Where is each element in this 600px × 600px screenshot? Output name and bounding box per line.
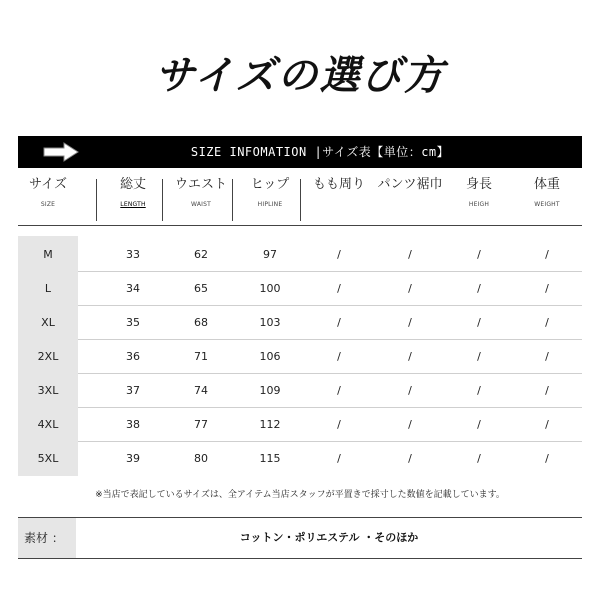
column-header-jp: 身長 [465,177,492,192]
banner-text: SIZE INFOMATION |サイズ表【単位：cm】 [190,145,450,159]
value-cell: 74 [194,384,208,397]
value-cell: 36 [126,350,140,363]
value-cell: 77 [194,418,208,431]
material-label: 素材 ： [18,518,76,558]
value-cell: / [337,248,341,261]
size-cell: L [18,272,78,306]
material-value: コットン・ポリエステル ・そのほか [239,531,419,544]
value-cell: 34 [126,282,140,295]
table-row [18,374,582,408]
value-cell: 100 [259,282,281,295]
size-cell: 2XL [18,340,78,374]
value-cell: / [545,248,549,261]
value-cell: 37 [126,384,140,397]
column-header-jp: 体重 [533,177,560,192]
value-cell: 65 [194,282,208,295]
column-header [446,177,512,223]
size-cell: XL [18,306,78,340]
value-cell: / [408,316,412,329]
value-cell: / [477,452,481,465]
column-header-en: HIPLINE [257,201,283,208]
value-cell: / [337,350,341,363]
value-cell: / [408,248,412,261]
value-cell: 71 [194,350,208,363]
measurement-note: ※当店で表記しているサイズは、全アイテム当店スタッフが平置きで採寸した数値を記載しています。 [95,490,505,500]
value-cell: / [408,384,412,397]
column-header-en: HEIGH [468,201,490,208]
column-header-jp: パンツ裾巾 [377,177,443,192]
table-row [18,442,582,476]
column-header-jp: ヒップ [250,177,290,192]
value-cell: / [337,282,341,295]
value-cell: / [477,282,481,295]
value-cell: 103 [259,316,281,329]
material-row [18,517,582,559]
table-row [18,238,582,272]
value-cell: 35 [126,316,140,329]
header-separator [162,179,163,221]
size-info-banner [18,136,582,168]
size-cell: M [18,238,78,272]
value-cell: 115 [259,452,281,465]
value-cell: / [477,384,481,397]
table-row [18,272,582,306]
value-cell: / [408,452,412,465]
size-cell: 4XL [18,408,78,442]
value-cell: 97 [263,248,277,261]
value-cell: / [477,350,481,363]
column-header [100,177,166,223]
value-cell: 109 [259,384,281,397]
value-cell: / [408,418,412,431]
value-cell: / [545,350,549,363]
value-cell: 39 [126,452,140,465]
size-cell: 5XL [18,442,78,476]
value-cell: 38 [126,418,140,431]
value-cell: / [337,452,341,465]
value-cell: 106 [259,350,281,363]
table-row [18,408,582,442]
value-cell: / [337,316,341,329]
header-separator [96,179,97,221]
column-header-en: SIZE [40,201,56,208]
column-header-jp: サイズ [29,177,67,192]
value-cell: / [545,316,549,329]
value-cell: / [545,418,549,431]
value-cell: / [477,248,481,261]
value-cell: / [545,452,549,465]
column-header-en: LENGTH [120,201,146,208]
value-cell: / [408,282,412,295]
value-cell: / [545,282,549,295]
column-header-jp: ウエスト [174,177,227,192]
column-header-jp: もも周り [312,177,365,192]
value-cell: / [408,350,412,363]
column-header [374,177,446,223]
value-cell: / [337,418,341,431]
value-cell: / [477,316,481,329]
table-row [18,340,582,374]
value-cell: 112 [259,418,281,431]
column-header [166,177,236,223]
value-cell: 80 [194,452,208,465]
value-cell: 62 [194,248,208,261]
value-cell: 33 [126,248,140,261]
column-header [236,177,304,223]
column-header-en: WEIGHT [534,201,560,208]
column-header [512,177,582,223]
value-cell: / [337,384,341,397]
value-cell: / [545,384,549,397]
column-header [304,177,374,223]
column-header [18,177,78,223]
column-header-jp: 総丈 [119,177,146,192]
size-cell: 3XL [18,374,78,408]
table-row [18,306,582,340]
header-separator [232,179,233,221]
value-cell: / [477,418,481,431]
column-header-en: WAIST [191,201,211,208]
header-divider [18,225,582,226]
value-cell: 68 [194,316,208,329]
page-title: サイズの選び方 [154,53,446,99]
header-separator [300,179,301,221]
